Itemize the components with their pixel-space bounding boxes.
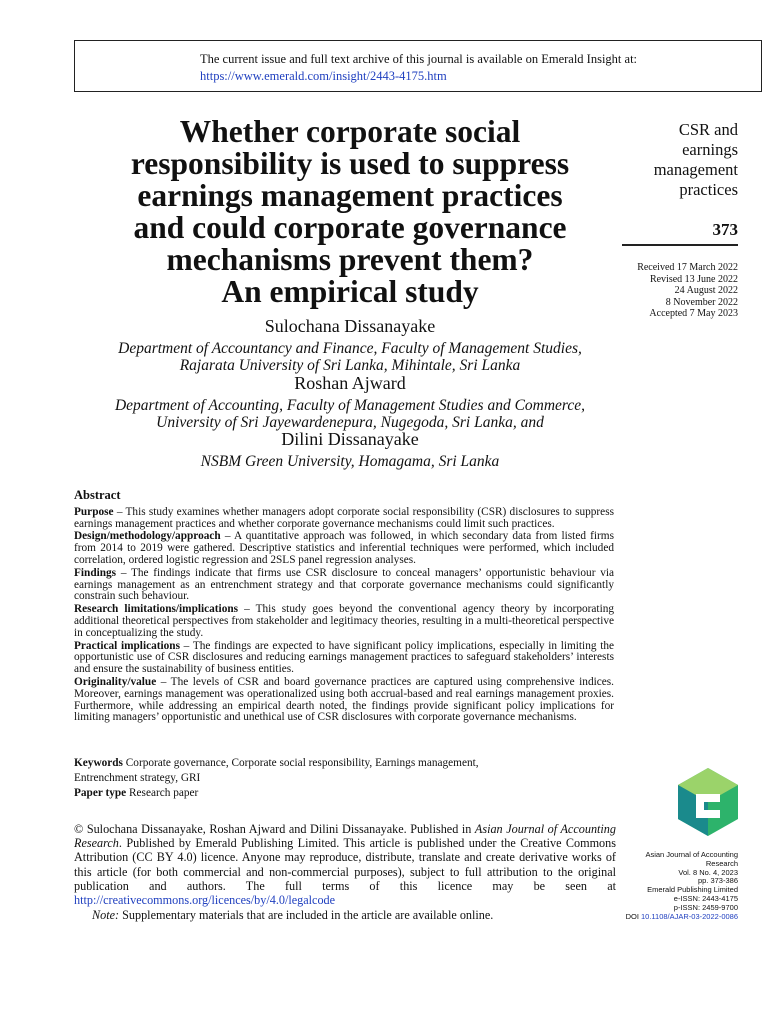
- submission-dates: [622, 262, 738, 320]
- doi-label: DOI: [625, 911, 641, 921]
- date-line: Received 17 March 2022: [637, 262, 738, 273]
- running-title-line: CSR and: [678, 120, 738, 139]
- affiliation-line: NSBM Green University, Homagama, Sri Lanka: [200, 453, 500, 470]
- license-statement: [74, 822, 616, 907]
- abstract-limitations: [74, 604, 614, 639]
- license-link[interactable]: http://creativecommons.org/licences/by/4.0/legalcode: [74, 893, 336, 908]
- supplementary-note: [92, 908, 493, 923]
- affiliation-line: Rajarata University of Sri Lanka, Mihintale, Sri Lanka: [179, 357, 521, 374]
- section-text: – This study examines whether managers adopt corporate social responsibility (CSR) disclosures to suppress earnings management practices and whether corporate governance mechanisms could limit such practices.: [74, 505, 614, 530]
- abstract-purpose: [74, 507, 614, 531]
- doi-link[interactable]: 10.1108/AJAR-03-2022-0086: [640, 911, 738, 921]
- article-title: [74, 116, 626, 308]
- journal-name: Asian Journal of Accounting Research: [74, 822, 616, 851]
- title-line: Whether corporate social: [179, 114, 521, 149]
- section-text: – The findings are expected to have significant policy implications, especially in limiting the opportunistic use of CSR disclosures and reducing earnings management practices to safeguard stakeholders’ interests and ensure the sustainability of business entities.: [74, 639, 614, 676]
- affiliation-line: Department of Accounting, Faculty of Management Studies and Commerce,: [114, 397, 586, 414]
- journal-info-line: Research: [705, 858, 738, 868]
- journal-banner: [74, 40, 762, 92]
- running-title-line: practices: [679, 180, 738, 199]
- section-text: – The findings indicate that firms use CSR disclosure to conceal managers’ opportunistic behaviour via earnings management as an entrenchment strategy and that corporate governance mechanisms could significantly constrain such behaviour.: [74, 566, 614, 603]
- section-label: Practical implications: [74, 639, 180, 652]
- date-line: 8 November 2022: [665, 296, 738, 308]
- doi-line: [622, 913, 738, 922]
- journal-info-line: Vol. 8 No. 4, 2023: [678, 867, 738, 877]
- keywords-text: Entrenchment strategy, GRI: [74, 772, 201, 784]
- journal-info-line: e-ISSN: 2443-4175: [673, 893, 738, 903]
- page-number: 373: [712, 220, 738, 239]
- section-label: Design/methodology/approach: [74, 530, 221, 543]
- section-text: – The levels of CSR and board governance practices are captured using comprehensive indices. Moreover, earnings management was operationalized using both accrual-based and real earnings management proxies. Furthermore, while addressing an empirical dearth noted, the findings provide significant policy implications for limiting managers’ opportunistic and unethical use of CSR disclosures with corporate governance mechanisms.: [74, 675, 614, 724]
- section-label: Purpose: [74, 505, 114, 518]
- note-text: Supplementary materials that are included in the article are available online.: [119, 908, 494, 922]
- date-line: 24 August 2022: [674, 285, 738, 296]
- note-label: Note:: [92, 908, 120, 922]
- abstract-originality: [74, 677, 614, 724]
- section-text: – A quantitative approach was followed, in which secondary data from listed firms from 2014 to 2019 were gathered. Descriptive statistics and inferential techniques were performed, which included correlation, ordered logistic regression and 2SLS panel regression analyses.: [74, 530, 614, 566]
- abstract-practical: [74, 641, 614, 676]
- keywords-label: Keywords: [74, 757, 123, 769]
- running-title: [622, 120, 738, 200]
- author-affiliation: [74, 340, 626, 374]
- title-line: responsibility is used to suppress: [130, 146, 570, 181]
- keywords: [74, 756, 614, 801]
- keywords-text: Corporate governance, Corporate social responsibility, Earnings management,: [122, 757, 479, 769]
- title-line: and could corporate governance: [133, 210, 567, 245]
- journal-info-line: Emerald Publishing Limited: [647, 885, 738, 895]
- affiliation-line: University of Sri Jayewardenepura, Nugegoda, Sri Lanka, and: [156, 414, 544, 431]
- title-line: earnings management practices: [137, 178, 563, 213]
- title-line: mechanisms prevent them?: [166, 242, 534, 277]
- section-label: Originality/value: [74, 675, 157, 688]
- section-label: Findings: [74, 566, 117, 579]
- license-text: © Sulochana Dissanayake, Roshan Ajward and Dilini Dissanayake. Published in: [74, 822, 475, 836]
- abstract-heading: Abstract: [74, 488, 121, 502]
- title-line: An empirical study: [221, 274, 479, 309]
- abstract-findings: [74, 568, 614, 603]
- journal-info: [622, 851, 738, 921]
- affiliation-line: Department of Accountancy and Finance, Faculty of Management Studies,: [118, 340, 582, 357]
- date-line: Revised 13 June 2022: [649, 273, 738, 285]
- author-name: Sulochana Dissanayake: [264, 316, 436, 336]
- side-divider: [622, 244, 738, 246]
- journal-info-line: pp. 373-386: [697, 876, 738, 886]
- author-name: Dilini Dissanayake: [281, 429, 419, 449]
- abstract-design: [74, 531, 614, 566]
- journal-url-link[interactable]: https://www.emerald.com/insight/2443-4175.htm: [200, 69, 447, 83]
- running-title-line: earnings: [682, 140, 738, 159]
- running-title-line: management: [653, 160, 738, 179]
- paper-type-value: Research paper: [126, 787, 199, 799]
- emerald-logo-icon: [676, 766, 740, 838]
- journal-info-line: p-ISSN: 2459-9700: [673, 902, 738, 912]
- banner-text: The current issue and full text archive of this journal is available on Emerald Insight at:: [200, 52, 638, 66]
- section-label: Research limitations/implications: [74, 603, 239, 616]
- license-text: . Published by Emerald Publishing Limited. This article is published under the Creative Commons Attribution (CC BY 4.0) licence. Anyone may reproduce, distribute, translate and create derivative works of this article (for both commercial and non-commercial purposes), subject to full attribution to the original publication and authors. The full terms of this licence may be seen at: [74, 836, 616, 893]
- author-name: Roshan Ajward: [294, 373, 406, 393]
- section-text: – This study goes beyond the conventional agency theory by incorporating additional theoretical perspectives from stakeholder and legitimacy theories, resulting in a multi-theoretical perspective in conceptualizing the study.: [74, 603, 615, 639]
- journal-info-line: Asian Journal of Accounting: [645, 850, 738, 859]
- date-line: Accepted 7 May 2023: [649, 308, 738, 319]
- author-affiliation: [74, 453, 626, 470]
- author-affiliation: [74, 397, 626, 431]
- abstract: [74, 490, 614, 725]
- paper-type-label: Paper type: [74, 787, 127, 799]
